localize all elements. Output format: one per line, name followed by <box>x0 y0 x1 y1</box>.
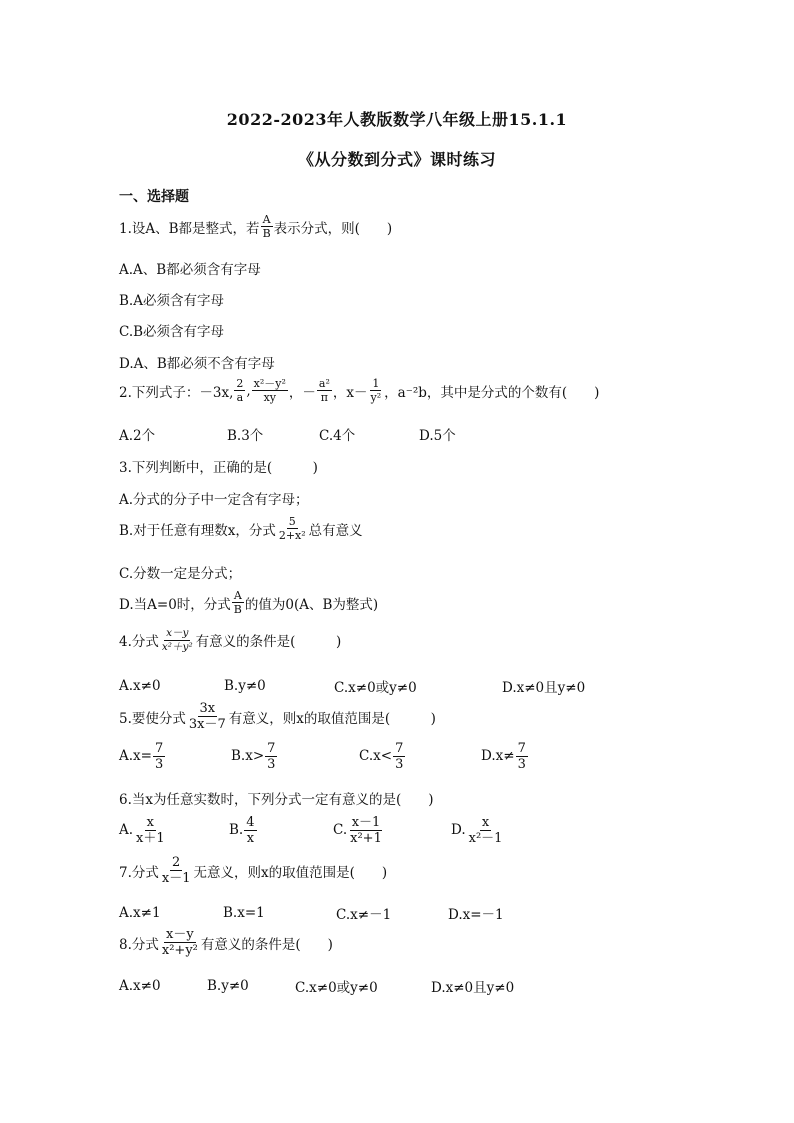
section-heading: 一、选择题 <box>119 189 189 205</box>
q5-option-a-label: A.x= <box>119 748 152 764</box>
q4-option-b: B.y≠0 <box>224 678 266 694</box>
q1-option-a: A.A、B都必须含有字母 <box>119 262 261 278</box>
document-title-line2: 《从分数到分式》课时练习 <box>297 150 496 169</box>
q5-options <box>119 742 529 771</box>
q6-a-den: x＋1 <box>136 831 165 846</box>
q6-option-c-fraction <box>348 816 384 845</box>
q2-f1-den: a <box>236 391 244 404</box>
q7-option-c: C.x≠－1 <box>336 907 392 923</box>
q4-fraction-den: x²＋y² <box>161 640 193 653</box>
q2-option-a: A.2个 <box>119 428 156 444</box>
q8-option-d: D.x≠0且y≠0 <box>431 980 515 996</box>
q1-option-d: D.A、B都必须不含有字母 <box>119 356 275 372</box>
q7-options <box>119 903 504 923</box>
q3-option-d-post: 的值为0(A、B为整式) <box>244 596 379 613</box>
q7-text-pre: 7.分式 <box>119 864 159 881</box>
q8-fraction-den: x²+y² <box>161 943 198 958</box>
q7-option-d: D.x=－1 <box>448 907 504 923</box>
q3-b-num: 5 <box>288 515 296 528</box>
q2-fraction-1 <box>234 378 245 403</box>
q4-option-a: A.x≠0 <box>119 678 161 694</box>
q5-c-num: 7 <box>395 741 404 756</box>
q4-options <box>119 676 585 696</box>
q6-c-den: x²+1 <box>350 831 382 846</box>
q3-option-a: A.分式的分子中一定含有字母； <box>119 492 309 508</box>
q2-f1-num: 2 <box>236 377 244 390</box>
q1-fraction-num: A <box>262 213 271 226</box>
q4-option-c: C.x≠0或y≠0 <box>334 680 417 696</box>
q2-option-d: D.5个 <box>419 428 456 444</box>
q6-option-b-label: B. <box>229 822 244 838</box>
q6-options <box>119 816 505 845</box>
q8-fraction <box>160 928 200 957</box>
q2-f2-num: x²－y² <box>253 377 286 390</box>
q5-text-pre: 5.要使分式 <box>119 710 186 727</box>
q4-fraction-num: x－y <box>166 627 189 639</box>
q5-option-b-fraction <box>265 742 277 771</box>
q8-text-post: 有意义的条件是( ) <box>200 936 333 953</box>
q6-d-num: x <box>481 815 490 830</box>
q6-d-den: x²－1 <box>468 831 503 846</box>
q2-sep3: ，x－ <box>332 384 368 401</box>
q5-option-a <box>119 742 231 771</box>
q4-text-post: 有意义的条件是( ) <box>195 634 342 650</box>
q5-a-num: 7 <box>154 741 164 756</box>
q2-option-c: C.4个 <box>319 428 356 444</box>
q5-option-c <box>359 742 481 771</box>
q3-d-num: A <box>233 589 242 602</box>
q6-option-b <box>229 816 333 845</box>
q7-text-post: 无意义，则x的取值范围是( ) <box>193 864 388 881</box>
q3-option-b-post: 总有意义 <box>308 522 363 539</box>
q5-a-den: 3 <box>154 757 164 772</box>
q8-option-a: A.x≠0 <box>119 978 161 994</box>
q6-b-den: x <box>246 831 255 846</box>
q7-fraction-den: x－1 <box>161 871 191 886</box>
q1-option-b: B.A必须含有字母 <box>119 293 224 309</box>
question-5-stem <box>119 702 436 731</box>
q2-option-b: B.3个 <box>227 428 264 444</box>
q5-option-d <box>481 742 529 771</box>
q3-d-den: B <box>233 603 242 616</box>
q5-option-d-fraction <box>516 742 528 771</box>
q5-b-num: 7 <box>267 741 276 756</box>
q2-text-pre: 2.下列式子：－3x, <box>119 384 234 401</box>
q6-option-a-fraction <box>134 816 167 845</box>
q1-fraction <box>261 214 273 239</box>
q3-option-c: C.分数一定是分式； <box>119 566 242 582</box>
q3-b-den: 2+x² <box>278 529 306 542</box>
q5-fraction <box>187 702 228 731</box>
question-2-stem <box>119 378 599 403</box>
q2-fraction-2 <box>252 378 288 403</box>
q5-fraction-num: 3x <box>199 701 216 716</box>
question-8-stem <box>119 928 333 957</box>
question-3-stem: 3.下列判断中，正确的是( ) <box>119 460 318 476</box>
q3-option-d-fraction <box>232 590 244 615</box>
q7-option-b: B.x=1 <box>223 905 265 921</box>
q7-fraction-num: 2 <box>172 855 181 870</box>
q7-option-a: A.x≠1 <box>119 905 161 921</box>
q3-option-d-pre: D.当A=0时，分式 <box>119 596 231 613</box>
q2-options <box>119 424 456 444</box>
question-7-stem <box>119 856 387 885</box>
q7-fraction <box>160 856 193 885</box>
q4-fraction <box>160 628 195 652</box>
q6-option-d-label: D. <box>451 822 466 838</box>
q8-fraction-num: x－y <box>166 927 194 942</box>
q5-d-den: 3 <box>517 757 526 772</box>
q6-option-b-fraction <box>244 816 256 845</box>
q4-text-pre: 4.分式 <box>119 634 159 650</box>
q6-option-d <box>451 816 505 845</box>
q2-f4-num: 1 <box>372 377 380 390</box>
q6-b-num: 4 <box>246 815 255 830</box>
q2-sep2: ，－ <box>288 384 316 401</box>
q5-option-c-fraction <box>393 742 405 771</box>
q1-text-pre: 1.设A、B都是整式，若 <box>119 220 260 237</box>
q5-option-a-fraction <box>153 742 165 771</box>
q5-option-c-label: C.x< <box>359 748 393 764</box>
q2-fraction-4 <box>369 378 384 403</box>
q3-option-b-fraction <box>277 516 308 541</box>
q5-c-den: 3 <box>395 757 404 772</box>
q5-option-d-label: D.x≠ <box>481 748 515 764</box>
q6-c-num: x－1 <box>351 815 381 830</box>
question-6-stem: 6.当x为任意实数时，下列分式一定有意义的是( ) <box>119 792 434 808</box>
q5-text-post: 有意义，则x的取值范围是( ) <box>228 710 436 727</box>
q5-d-num: 7 <box>517 741 526 756</box>
q6-option-c-label: C. <box>333 822 348 838</box>
q3-option-b <box>119 516 363 541</box>
q5-option-b-label: B.x> <box>231 748 265 764</box>
document-title-line1: 2022-2023年人教版数学八年级上册15.1.1 <box>226 110 568 129</box>
q4-option-d: D.x≠0且y≠0 <box>502 680 586 696</box>
q6-option-c <box>333 816 451 845</box>
q2-sep1: , <box>246 382 251 399</box>
q2-f4-den: y² <box>370 391 382 404</box>
q8-options <box>119 976 514 996</box>
q6-option-a <box>119 816 229 845</box>
q6-option-d-fraction <box>467 816 505 845</box>
q8-text-pre: 8.分式 <box>119 936 159 953</box>
q6-option-a-label: A. <box>119 822 134 838</box>
q6-a-num: x <box>146 815 155 830</box>
q8-option-c: C.x≠0或y≠0 <box>295 980 378 996</box>
q3-option-d <box>119 590 378 615</box>
q5-b-den: 3 <box>267 757 276 772</box>
q1-text-post: 表示分式，则( ) <box>273 220 393 237</box>
q5-fraction-den: 3x－7 <box>188 717 226 732</box>
q2-f3-den: π <box>320 391 329 404</box>
q1-option-c: C.B必须含有字母 <box>119 324 225 340</box>
q2-text-post: ，a⁻²b，其中是分式的个数有( ) <box>384 384 600 401</box>
question-4-stem <box>119 628 341 652</box>
q2-fraction-3 <box>317 378 332 403</box>
q1-fraction-den: B <box>262 227 271 240</box>
q2-f3-num: a² <box>318 377 330 390</box>
q2-f2-den: xy <box>263 391 276 404</box>
q5-option-b <box>231 742 359 771</box>
q8-option-b: B.y≠0 <box>207 978 249 994</box>
q3-option-b-pre: B.对于任意有理数x，分式 <box>119 522 276 539</box>
question-1-stem <box>119 214 392 239</box>
